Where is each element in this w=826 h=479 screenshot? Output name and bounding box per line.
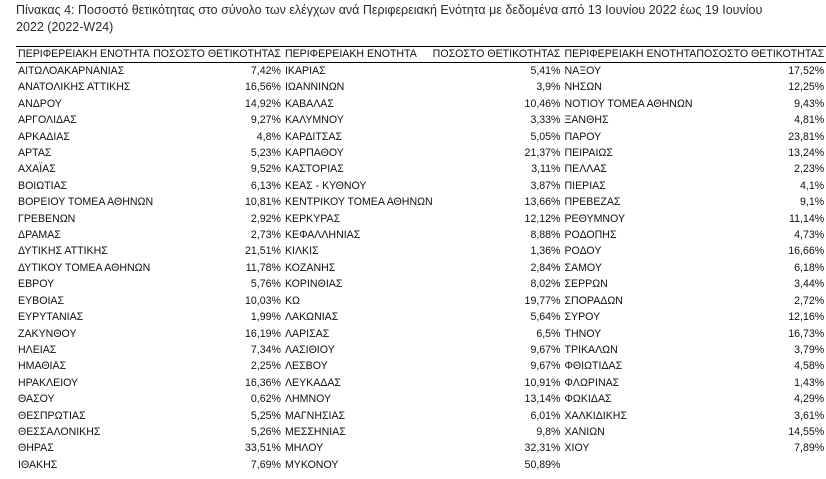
table-row — [16, 112, 826, 128]
positivity-rate-cell: 4,58% — [794, 360, 825, 373]
positivity-rate-cell: 10,03% — [245, 294, 281, 307]
table-row — [16, 440, 826, 456]
positivity-rate-cell: 3,9% — [536, 81, 561, 94]
positivity-rate-cell: 23,81% — [788, 130, 825, 143]
positivity-rate-cell: 9,67% — [530, 343, 561, 356]
region-name-cell: ΚΑΣΤΟΡΙΑΣ — [284, 163, 344, 176]
positivity-rate-cell: 33,51% — [245, 442, 281, 455]
region-name-cell: ΛΑΣΙΘΙΟΥ — [284, 343, 335, 356]
region-name-cell — [562, 457, 696, 473]
region-name-cell: ΧΑΛΚΙΔΙΚΗΣ — [564, 409, 627, 422]
positivity-rate-cell: 3,11% — [531, 163, 561, 176]
region-name-cell: ΚΑΛΥΜΝΟΥ — [284, 114, 344, 127]
region-name-cell: ΘΗΡΑΣ — [18, 442, 54, 455]
positivity-rate-cell: 9,8% — [536, 425, 561, 438]
positivity-rate-cell: 4,8% — [256, 130, 281, 143]
table-row — [16, 145, 826, 161]
positivity-rate-cell: 4,81% — [794, 114, 825, 127]
positivity-rate-cell: 7,69% — [250, 458, 281, 471]
data-table — [16, 46, 826, 473]
header-row — [16, 47, 826, 63]
positivity-rate-cell: 3,87% — [530, 179, 561, 192]
region-name-cell: ΤΗΝΟΥ — [564, 327, 602, 340]
positivity-rate-cell: 1,43% — [794, 376, 825, 389]
region-name-cell: ΧΙΟΥ — [564, 442, 590, 455]
positivity-rate-cell: 5,64% — [530, 311, 561, 324]
positivity-rate-cell: 13,66% — [524, 196, 561, 209]
region-name-cell: ΣΕΡΡΩΝ — [564, 278, 608, 291]
region-name-cell: ΚΕΑΣ - ΚΥΘΝΟΥ — [284, 179, 367, 192]
region-name-cell: ΙΩΑΝΝΙΝΩΝ — [284, 81, 345, 94]
table-row — [16, 309, 826, 325]
region-name-cell: ΑΡΤΑΣ — [18, 147, 52, 160]
region-name-cell: ΝΑΞΟΥ — [564, 65, 602, 77]
positivity-rate-cell: 12,12% — [524, 212, 561, 225]
region-name-cell: ΠΕΙΡΑΙΩΣ — [564, 147, 613, 160]
positivity-rate-cell — [696, 457, 826, 473]
positivity-rate-cell: 32,31% — [524, 442, 561, 455]
table-row — [16, 358, 826, 374]
positivity-rate-cell: 7,34% — [250, 343, 281, 356]
positivity-rate-cell: 4,29% — [794, 393, 825, 406]
region-header: ΠΕΡΙΦΕΡΕΙΑΚΗ ΕΝΟΤΗΤΑ — [283, 47, 433, 63]
positivity-rate-cell: 3,33% — [530, 114, 561, 127]
positivity-rate-cell: 16,19% — [245, 327, 281, 340]
region-name-cell: ΞΑΝΘΗΣ — [564, 114, 609, 127]
region-name-cell: ΗΜΑΘΙΑΣ — [18, 360, 67, 373]
region-name-cell: ΚΟΡΙΝΘΙΑΣ — [284, 278, 343, 291]
region-name-cell: ΛΑΚΩΝΙΑΣ — [284, 311, 339, 324]
positivity-rate-cell: 7,89% — [794, 442, 825, 455]
rate-header: ΠΟΣΟΣΤΟ ΘΕΤΙΚΟΤΗΤΑΣ — [153, 47, 283, 63]
region-name-cell: ΘΕΣΠΡΩΤΙΑΣ — [18, 409, 86, 422]
region-name-cell: ΘΕΣΣΑΛΟΝΙΚΗΣ — [18, 425, 101, 438]
region-name-cell: ΜΥΚΟΝΟΥ — [284, 458, 339, 471]
region-name-cell: ΕΒΡΟΥ — [18, 278, 55, 291]
positivity-rate-cell: 9,52% — [250, 163, 281, 176]
positivity-rate-cell: 13,14% — [524, 393, 561, 406]
positivity-rate-cell: 12,25% — [788, 81, 825, 94]
positivity-rate-cell: 2,84% — [530, 261, 561, 274]
region-name-cell: ΑΝΑΤΟΛΙΚΗΣ ΑΤΤΙΚΗΣ — [18, 81, 131, 94]
table-row — [16, 293, 826, 309]
positivity-rate-cell: 6,13% — [250, 179, 281, 192]
region-name-cell: ΔΥΤΙΚΗΣ ΑΤΤΙΚΗΣ — [18, 245, 108, 258]
region-name-cell: ΦΛΩΡΙΝΑΣ — [564, 376, 620, 389]
table-row — [16, 457, 826, 473]
positivity-rate-cell: 16,66% — [788, 245, 825, 258]
positivity-rate-cell: 8,88% — [530, 229, 561, 242]
region-name-cell: ΑΝΔΡΟΥ — [18, 97, 62, 110]
region-name-cell: ΘΑΣΟΥ — [18, 393, 55, 406]
region-name-cell: ΠΕΛΛΑΣ — [564, 163, 607, 176]
region-name-cell: ΓΡΕΒΕΝΩΝ — [18, 212, 76, 225]
positivity-rate-cell: 21,37% — [524, 147, 561, 160]
region-name-cell: ΣΥΡΟΥ — [564, 311, 601, 324]
region-name-cell: ΦΩΚΙΔΑΣ — [564, 393, 612, 406]
region-name-cell: ΒΟΙΩΤΙΑΣ — [18, 179, 68, 192]
region-name-cell: ΣΠΟΡΑΔΩΝ — [564, 294, 623, 307]
region-name-cell: ΑΧΑΪΑΣ — [18, 163, 56, 176]
positivity-rate-cell: 6,01% — [530, 409, 561, 422]
positivity-rate-cell: 6,5% — [536, 327, 561, 340]
region-name-cell: ΕΥΒΟΙΑΣ — [18, 294, 64, 307]
positivity-rate-cell: 9,27% — [250, 114, 281, 127]
region-name-cell: ΠΡΕΒΕΖΑΣ — [564, 196, 621, 209]
region-name-cell: ΛΕΣΒΟΥ — [284, 360, 328, 373]
positivity-rate-cell: 4,1% — [800, 179, 825, 192]
positivity-rate-cell: 3,79% — [794, 343, 825, 356]
positivity-rate-cell: 2,72% — [794, 294, 825, 307]
table-row — [16, 424, 826, 440]
positivity-rate-cell: 0,62% — [250, 393, 281, 406]
positivity-rate-cell: 9,43% — [794, 97, 825, 110]
positivity-rate-cell: 12,16% — [788, 311, 825, 324]
table-row — [16, 161, 826, 177]
region-name-cell: ΦΘΙΩΤΙΔΑΣ — [564, 360, 623, 373]
region-name-cell: ΡΕΘΥΜΝΟΥ — [564, 212, 626, 225]
table-row — [16, 227, 826, 243]
region-name-cell: ΣΑΜΟΥ — [564, 261, 602, 274]
region-name-cell: ΚΙΛΚΙΣ — [284, 245, 319, 258]
positivity-rate-cell: 10,81% — [245, 196, 281, 209]
positivity-rate-cell: 9,67% — [530, 360, 561, 373]
region-name-cell: ΚΕΦΑΛΛΗΝΙΑΣ — [284, 229, 361, 242]
region-name-cell: ΠΙΕΡΙΑΣ — [564, 179, 606, 192]
positivity-table — [16, 46, 826, 473]
table-row — [16, 194, 826, 210]
positivity-rate-cell: 2,23% — [794, 163, 825, 176]
region-name-cell: ΗΛΕΙΑΣ — [18, 343, 57, 356]
positivity-rate-cell: 5,25% — [250, 409, 281, 422]
region-name-cell: ΡΟΔΟΠΗΣ — [564, 229, 617, 242]
table-row — [16, 211, 826, 227]
region-name-cell: ΔΥΤΙΚΟΥ ΤΟΜΕΑ ΑΘΗΝΩΝ — [18, 261, 151, 274]
table-row — [16, 96, 826, 112]
positivity-rate-cell: 3,44% — [794, 278, 825, 291]
positivity-rate-cell: 9,1% — [800, 196, 825, 209]
positivity-rate-cell: 1,36% — [530, 245, 561, 258]
positivity-rate-cell: 10,91% — [524, 376, 561, 389]
positivity-rate-cell: 2,92% — [250, 212, 281, 225]
table-row — [16, 342, 826, 358]
positivity-rate-cell: 2,25% — [250, 360, 281, 373]
region-name-cell: ΑΙΤΩΛΟΑΚΑΡΝΑΝΙΑΣ — [18, 65, 125, 77]
positivity-rate-cell: 5,23% — [250, 147, 281, 160]
positivity-rate-cell: 5,26% — [250, 425, 281, 438]
region-name-cell: ΛΑΡΙΣΑΣ — [284, 327, 330, 340]
positivity-rate-cell: 5,41% — [530, 65, 561, 77]
region-name-cell: ΧΑΝΙΩΝ — [564, 425, 605, 438]
region-name-cell: ΚΕΡΚΥΡΑΣ — [284, 212, 341, 225]
region-name-cell: ΚΟΖΑΝΗΣ — [284, 261, 336, 274]
positivity-rate-cell: 10,46% — [524, 97, 561, 110]
table-row — [16, 408, 826, 424]
region-name-cell: ΜΗΛΟΥ — [284, 442, 324, 455]
region-header: ΠΕΡΙΦΕΡΕΙΑΚΗ ΕΝΟΤΗΤΑ — [16, 47, 153, 63]
table-row — [16, 276, 826, 292]
positivity-rate-cell: 5,05% — [530, 130, 561, 143]
positivity-rate-cell: 16,56% — [245, 81, 281, 94]
positivity-rate-cell: 50,89% — [524, 458, 561, 471]
region-name-cell: ΚΑΡΔΙΤΣΑΣ — [284, 130, 343, 143]
positivity-rate-cell: 8,02% — [530, 278, 561, 291]
table-row — [16, 243, 826, 259]
region-name-cell: ΡΟΔΟΥ — [564, 245, 602, 258]
positivity-rate-cell: 4,73% — [794, 229, 825, 242]
region-header: ΠΕΡΙΦΕΡΕΙΑΚΗ ΕΝΟΤΗΤΑ — [562, 47, 696, 63]
positivity-rate-cell: 11,14% — [789, 212, 825, 225]
positivity-rate-cell: 13,24% — [788, 147, 825, 160]
region-name-cell: ΙΚΑΡΙΑΣ — [284, 65, 326, 77]
region-name-cell: ΛΕΥΚΑΔΑΣ — [284, 376, 341, 389]
table-row — [16, 391, 826, 407]
positivity-rate-cell: 16,36% — [245, 376, 281, 389]
positivity-rate-cell: 6,18% — [794, 261, 825, 274]
region-name-cell: ΔΡΑΜΑΣ — [18, 229, 61, 242]
positivity-rate-cell: 16,73% — [788, 327, 825, 340]
table-row — [16, 178, 826, 194]
positivity-rate-cell: 3,61% — [794, 409, 825, 422]
positivity-rate-cell: 1,99% — [250, 311, 281, 324]
table-row — [16, 326, 826, 342]
positivity-rate-cell: 21,51% — [245, 245, 281, 258]
region-name-cell: ΝΟΤΙΟΥ ΤΟΜΕΑ ΑΘΗΝΩΝ — [564, 97, 693, 110]
table-row — [16, 260, 826, 276]
region-name-cell: ΜΕΣΣΗΝΙΑΣ — [284, 425, 346, 438]
positivity-rate-cell: 7,42% — [250, 65, 281, 77]
table-row — [16, 375, 826, 391]
region-name-cell: ΚΕΝΤΡΙΚΟΥ ΤΟΜΕΑ ΑΘΗΝΩΝ — [284, 196, 433, 209]
positivity-rate-cell: 5,76% — [250, 278, 281, 291]
region-name-cell: ΜΑΓΝΗΣΙΑΣ — [284, 409, 346, 422]
rate-header: ΠΟΣΟΣΤΟ ΘΕΤΙΚΟΤΗΤΑΣ — [696, 47, 826, 63]
positivity-rate-cell: 17,52% — [788, 65, 825, 77]
region-name-cell: ΤΡΙΚΑΛΩΝ — [564, 343, 618, 356]
table-row — [16, 79, 826, 95]
table-row — [16, 63, 826, 80]
region-name-cell: ΝΗΣΩΝ — [564, 81, 602, 94]
region-name-cell: ΖΑΚΥΝΘΟΥ — [18, 327, 77, 340]
positivity-rate-cell: 11,78% — [245, 261, 281, 274]
table-caption: Πίνακας 4: Ποσοστό θετικότητας στο σύνολο των ελέγχων ανά Περιφερειακή Ενότητα με δεδομένα από 13 Ιουνίου 2022 έως 19 Ιουνίου 2022 (2022-W24) — [16, 3, 763, 34]
table-row — [16, 129, 826, 145]
region-name-cell: ΕΥΡΥΤΑΝΙΑΣ — [18, 311, 84, 324]
positivity-rate-cell: 2,73% — [250, 229, 281, 242]
region-name-cell: ΛΗΜΝΟΥ — [284, 393, 332, 406]
region-name-cell: ΠΑΡΟΥ — [564, 130, 602, 143]
positivity-rate-cell: 14,92% — [245, 97, 281, 110]
region-name-cell: ΚΑΒΑΛΑΣ — [284, 97, 334, 110]
region-name-cell: ΚΩ — [284, 294, 300, 307]
region-name-cell: ΗΡΑΚΛΕΙΟΥ — [18, 376, 79, 389]
positivity-rate-cell: 19,77% — [524, 294, 561, 307]
region-name-cell: ΒΟΡΕΙΟΥ ΤΟΜΕΑ ΑΘΗΝΩΝ — [18, 196, 154, 209]
region-name-cell: ΙΘΑΚΗΣ — [18, 458, 58, 471]
region-name-cell: ΑΡΚΑΔΙΑΣ — [18, 130, 70, 143]
rate-header: ΠΟΣΟΣΤΟ ΘΕΤΙΚΟΤΗΤΑΣ — [433, 47, 563, 63]
positivity-rate-cell: 14,55% — [788, 425, 825, 438]
region-name-cell: ΚΑΡΠΑΘΟΥ — [284, 147, 344, 160]
region-name-cell: ΑΡΓΟΛΙΔΑΣ — [18, 114, 77, 127]
